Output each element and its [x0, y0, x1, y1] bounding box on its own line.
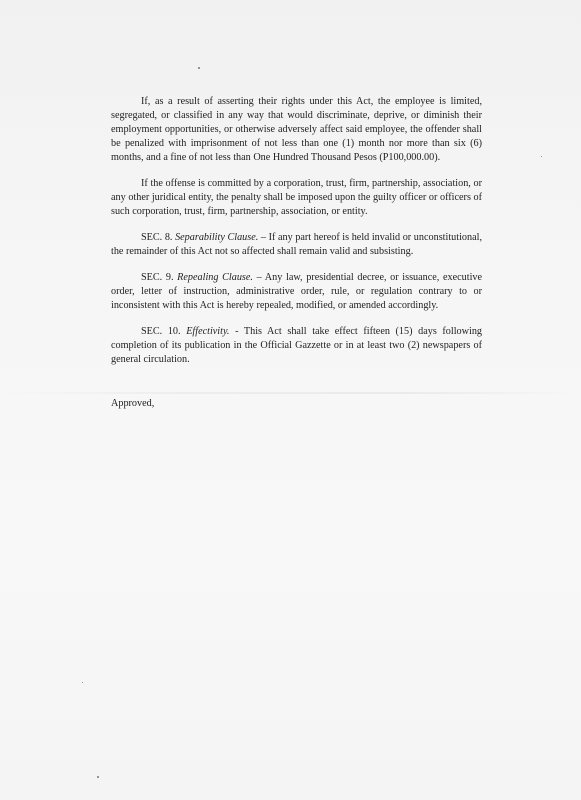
section-10-number: SEC. 10. [141, 326, 181, 337]
section-8-title: Separability Clause. [175, 232, 259, 243]
section-10-text: - This Act shall take effect fifteen (15) days following completion of its publication in the Official Gazzette or in at least two (2) newspapers of general circulation. [111, 326, 483, 365]
paper-speck [541, 156, 542, 157]
document-body [111, 95, 482, 411]
paragraph-offender-penalty: If, as a result of asserting their rights under this Act, the employee is limited, segregated, or classified in any way that would discriminate, deprive, or diminish their employment opportunities, or otherwise adversely affect said employee, the offender shall be penalized with imprisonment of not less than one (1) month nor more than six (6) months, and a fine of not less than One Hundred Thousand Pesos (P100,000.00). [111, 96, 482, 163]
section-8 [111, 231, 482, 259]
paper-speck [82, 682, 83, 683]
section-9 [111, 271, 482, 313]
section-9-text: – Any law, presidential decree, or issuance, executive order, letter of instruction, administrative order, rule, or regulation contrary to or inconsistent with this Act is hereby repealed, modified, or amended accordingly. [111, 272, 483, 311]
section-10-title: Effectivity. [186, 326, 230, 337]
paragraph-juridical-entity: If the offense is committed by a corporation, trust, firm, partnership, association, or any other juridical entity, the penalty shall be imposed upon the guilty officer or officers of such corporation, trust, firm, partnership, association, or entity. [111, 178, 482, 217]
section-9-title: Repealing Clause. [177, 272, 253, 283]
section-10 [111, 325, 482, 367]
section-9-number: SEC. 9. [141, 272, 174, 283]
paper-speck [198, 67, 200, 69]
paper-speck [97, 776, 99, 778]
approved-closing: Approved, [111, 398, 155, 409]
section-8-text: – If any part hereof is held invalid or unconstitutional, the remainder of this Act not so affected shall remain valid and subsisting. [111, 232, 482, 257]
section-8-number: SEC. 8. [141, 232, 173, 243]
